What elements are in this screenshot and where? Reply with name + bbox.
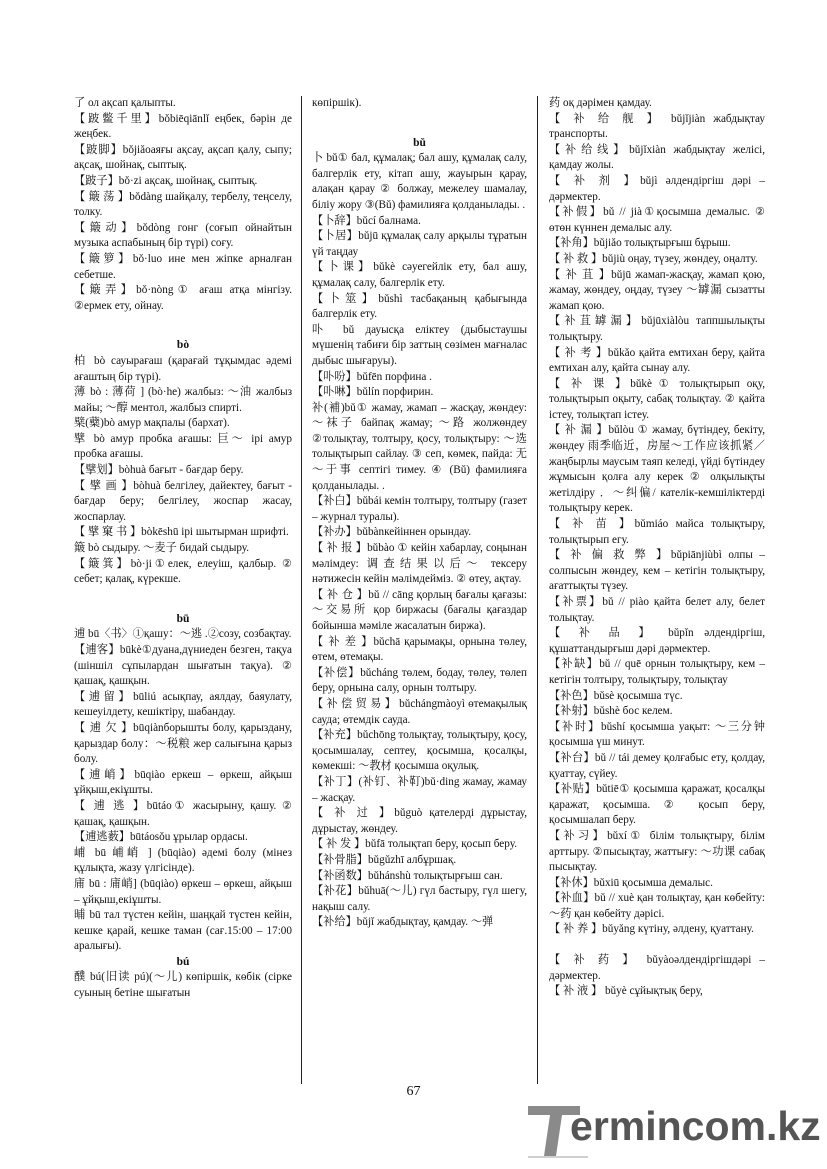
dictionary-entry: 【 补 漏 】bǔlòu ① жамау, бүтіндеу, бекіту, жөндеу 雨季临近，房屋～工作应该抓紧／жаңбырлы маусым таяп келеді, үйді бүтіндеу жұмысын қолға алу керек ② олқылықты жетілдіру ．～纠偏/ кателік-кемшіліктерді толықтыру керек.: [549, 424, 765, 515]
page-number: 67: [406, 1084, 421, 1099]
dictionary-entry: 【补色】bǔsè қосымша түс.: [549, 689, 683, 702]
dictionary-entry: 【卟啉】bǔlín порфирин.: [312, 386, 434, 399]
section-heading: bú: [176, 955, 190, 968]
dictionary-entry: 庯 bū : 庯峭] (būqiào) өркеш – өркеш, айқыш – ұйқыш,екіұшты.: [74, 877, 292, 906]
dictionary-entry: 【补假】bǔ // jià①қосымша демалыс. ② өтөн күннен демалыс алу.: [549, 206, 765, 234]
dictionary-entry: 【逋客】būkè①дуана,дүниеден безген, тақуа (шіншіл сұпылардан шығатын тақуа). ② қашақ, қашқын.: [74, 644, 292, 688]
dictionary-entry: 檗(蘗)bò амур мақпалы (бархат).: [74, 417, 230, 430]
dictionary-entry: 【簸箕】bò·ji①елек, елеуіш, қалбыр. ② себет; қалақ, күрекше.: [74, 557, 292, 586]
dictionary-entry: 【 补 发 】bǔfā толықтап беру, қосып беру.: [312, 838, 517, 851]
dictionary-column-3: [549, 96, 765, 1000]
dictionary-entry: 【 簸 荡 】bǒdàng шайқалу, тербелу, теңселу, толку.: [74, 190, 292, 219]
dictionary-entry: 补(補)bǔ① жамау, жамап – жасқау, жөндеу: ～袜子 байпақ жамау; ～路 жолжөндеу ②толықтау, толтыру, қосу, толықтыру: ～选 толықтырып сайлау. ③ сеп, көмек, пайда: 无～于事 септігі тимеу. ④ (Bǔ) фамилияға қолданылады. .: [312, 401, 527, 492]
column-divider-right: [537, 96, 538, 1084]
spacer: [74, 588, 292, 612]
dictionary-entry: 【补给】bǔjǐ жабдықтау, қамдау. ～弹: [312, 916, 494, 929]
dictionary-entry: 【 逋 欠 】būqiànборышты болу, қарыздану, қарыздар болу：～税粮 жер салығына қарыз болу.: [74, 721, 292, 766]
dictionary-entry: 【簸弄】bǒ·nòng① ағаш атқа мінгізу. ②ермек ету, ойнау.: [74, 284, 292, 312]
dictionary-entry: 【补台】bǔ // tái демеу қолғабыс ету, қолдау, қуаттау, сүйеу.: [549, 751, 765, 780]
dictionary-entry: 药 оқ дәрімен қамдау.: [549, 97, 652, 109]
dictionary-entry: 了 ол ақсап қалыпты.: [74, 97, 176, 109]
dictionary-entry: 簸 bò сыдыру. ～麦子 бидай сыдыру.: [74, 542, 250, 555]
dictionary-entry: 【补偿】bǔcháng төлем, бодау, төлеу, төлеп беру, орнына салу, орнын толтыру.: [312, 666, 527, 695]
dictionary-entry: 【 补 药 】 bǔyàoәлдендіргішдәрі – дәрмектер.: [549, 954, 765, 982]
dictionary-entry: 【补票】bǔ // piào қайта белет алу, белет толықтау.: [549, 596, 765, 624]
dictionary-entry: 【补花】bǔhuā(～儿) гүл бастыру, гүл шегу, нақыш салу.: [312, 885, 527, 913]
dictionary-entry: 【补角】bǔjiǎo толықтырғыш бұрыш.: [549, 237, 731, 250]
dictionary-entry: 【补血】bǔ // xuè қан толықтау, қан көбейту: ～药 қан көбейту дәрісі.: [549, 892, 765, 920]
dictionary-entry: 【跛鳖千里】bǒbiēqiānlǐ еңбек, бәрін де жеңбек.: [74, 112, 292, 141]
dictionary-entry: 【补贴】bǔtiē① қосымша қаражат, қосалқы қаражат, қосымша. ② қосып беру, қосымшалап беру.: [549, 783, 765, 827]
spacer: [74, 314, 292, 338]
column-divider-left: [301, 96, 302, 1084]
section-heading: bò: [176, 339, 190, 352]
dictionary-entry: 【卜居】bǔjū құмалақ салу арқылы тұратын үй таңдау: [312, 230, 527, 258]
dictionary-entry: 峬 bū 峬峭 ] (būqiào) әдемі болу (мінез құлықта, жазу үлгісінде).: [74, 846, 292, 875]
dictionary-entry: 【逋峭】būqiào еркеш – өркеш, айқыш ұйқыш,екіұшты.: [74, 768, 292, 797]
spacer: [549, 938, 765, 953]
dictionary-entry: 【补习】bǔxí① білім толықтыру, білім арттыру. ②пысықтау, жаттығу: ～功课 сабақ пысықтау.: [549, 829, 765, 874]
dictionary-entry: 柏 bò сауырағаш (қарағай тұқымдас әдемі ағаштың бір түрі).: [74, 354, 292, 383]
dictionary-entry: 【 补 给 舰 】 bǔjǐjiàn жабдықтау транспорты.: [549, 112, 765, 141]
dictionary-entry: 【 补 苗 】bǔmiáo майса толықтыру, толықтырып егу.: [549, 518, 765, 546]
logo-text[interactable]: ermincom.kz: [570, 1103, 821, 1149]
dictionary-entry: 【 补 报 】bǔbào ① кейін хабарлау, соңынан мәлімдеу: 调查结果以后～ тексеру нәтижесін кейін мәлімдейміз. ② өтеу, ақтау.: [312, 542, 527, 586]
dictionary-entry: 【 补 偿 贸 易 】 bǔchángmàoyì өтемақылық сауда; өтемдік сауда.: [312, 697, 527, 726]
dictionary-entry: 【补充】bǔchōng толықтау, толықтыру, қосу, қосымшалау, септеу, қосымша, қосалқы, көмекші: ～教材 қосымша оқулық.: [312, 729, 527, 773]
dictionary-entry: 【 补 苴 】bǔjū жамап-жасқау, жамап қою, жамау, жөндеу, оңдау, түзеу ～罅漏 сызатты жамап қою.: [549, 268, 765, 312]
dictionary-entry: 【补缺】bǔ // quē орнын толықтыру, кем – кетігін толтыру, толықтыру, толықтау: [549, 658, 765, 686]
dictionary-entry: 【卜筮】bǔshì тасбақаның қабығында балгерлік ету.: [312, 292, 527, 321]
dictionary-entry: 【 补 过 】bǔguò қателерді дұрыстау, дұрыстау, жөндеу.: [312, 807, 527, 835]
dictionary-entry: 【补白】bǔbái кемін толтыру, толтыру (газет – журнал туралы).: [312, 495, 527, 523]
dictionary-entry: 【 补 养 】bǔyǎng күтіну, әлдену, қуаттану.: [549, 923, 754, 936]
dictionary-entry: 晡 bū тал түстен кейін, шаңқай түстен кейін, кешке қарай, кешке таман (сағ.15:00 – 17:00 аралығы).: [74, 909, 292, 953]
dictionary-entry: 逋 bū〈书〉①қашу：～逃 .②созу, созбақтау.: [74, 628, 292, 641]
dictionary-entry: 醭 bú(旧读 pú)(～儿) көпіршік, көбік (сірке суының бетіне шығатын: [74, 971, 292, 1000]
dictionary-entry: 【卟吩】bǔfēn порфина .: [312, 370, 432, 383]
dictionary-entry: 【补函数】bǔhánshù толықтырғыш сан.: [312, 869, 503, 882]
dictionary-entry: 【 补 差 】bǔchā қарымақы, орнына төлеу, өтем, өтемақы.: [312, 635, 527, 664]
dictionary-entry: 卜 bǔ① бал, құмалақ; бал ашу, құмалақ салу, балгерлік ету, кітап ашу, жауырын қарау, алақан қарау ② болжау, межелеу шамалау, біліу жору ③(Bǔ) фамилияға қолданылады. .: [312, 152, 527, 211]
dictionary-column-2: [312, 96, 527, 931]
section-heading: bū: [176, 612, 190, 625]
dictionary-entry: 【 擘 窠 书 】bòkēshū ірі шытырман шрифті.: [74, 526, 289, 539]
dictionary-entry: 【卜辞】bǔcí балнама.: [312, 214, 421, 227]
section-heading: bǔ: [413, 136, 426, 149]
dictionary-entry: 【 补 品 】 bǔpǐn әлдендіргіш, құшаттандырғыш дәрі дәрмектер.: [549, 627, 765, 655]
dictionary-entry: 【 补 课 】bǔkè ① толықтырып оқу, толықтырып оқыту, сабақ толықтау. ② қайта істеу, толықтап істеу.: [549, 377, 765, 421]
dictionary-entry: 【补苴罅漏】bǔjūxiàlòu таппшылықты толықтыру.: [549, 315, 765, 343]
dictionary-entry: 【 逋 逃 】būtáo① жасырыну, қашу. ② қашақ, қашқын.: [74, 799, 292, 828]
dictionary-entry: 【逋逃薮】būtáosǒu ұрылар ордасы.: [74, 831, 248, 844]
dictionary-entry: 【卜课】bǔkè сәуегейлік ету, бал ашу, құмалақ салу, балгерлік ету.: [312, 261, 527, 289]
dictionary-entry: 【 补 偏 救 弊 】bǔpiānjiùbì олпы – солпысын жөндеу, кем – кетігін толықтыру, ағаттықты түзеу.: [549, 549, 765, 593]
dictionary-entry: 【补骨脂】bǔgǔzhī албұршақ.: [312, 853, 457, 866]
dictionary-entry: 【补丁】(补钉、补靪)bǔ·ding жамау, жамау – жасқау.: [312, 775, 527, 804]
dictionary-entry: 【补时】bǔshí қосымша уақыт: ～三分钟 қосымша үш минут.: [549, 720, 765, 749]
dictionary-entry: 【跛子】bǒ·zi ақсақ, шойнақ, сыптық.: [74, 174, 258, 187]
dictionary-entry: 【跛脚】bǒjiǎoаяғы ақсау, ақсап қалу, сыпу; ақсақ, шойнақ, сыптық.: [74, 143, 292, 172]
dictionary-entry: 【 补 仓 】bǔ // cāng қорлың бағалы қағазы: ～交易所 қор биржасы (бағалы қағаздар бойынша мәміле жасалатын биржа).: [312, 588, 527, 632]
dictionary-entry: 【补给线】bǔjǐxiàn жабдықтау желісі, қамдау жолы.: [549, 143, 765, 172]
dictionary-entry: 【补射】bǔshè бос келем.: [549, 705, 673, 718]
dictionary-entry: 【补休】bǔxiū қосымша демалыс.: [549, 876, 713, 889]
dictionary-entry: 擘 bò амур пробка ағашы: 巨～ ірі амур пробка ағашы.: [74, 432, 292, 461]
dictionary-entry: 【 补 剂 】bǔjì әлдендіргіш дәрі – дәрмектер.: [549, 174, 765, 203]
dictionary-entry: 【逋留】būliú асықпау, аялдау, баяулату, кешеуілдету, кешіктіру, шабандау.: [74, 690, 292, 719]
dictionary-entry: 【补办】bǔbànкейіннен орындау.: [312, 526, 472, 539]
dictionary-entry: 【簸动】bǒdòng гонг (соғып ойнайтын музыка аспабының бір түрі) соғу.: [74, 221, 292, 250]
dictionary-entry: 【簸箩】bǒ·luo ине мен жіпке арналған себетше.: [74, 252, 292, 281]
dictionary-column-1: [74, 96, 292, 1002]
dictionary-entry: 【 补 考 】bǔkǎo қайта емтихан беру, қайта емтихан алу, қайта сынау алу.: [549, 346, 765, 375]
dictionary-entry: 【 补 液 】 bǔyè сұйықтық беру,: [549, 985, 703, 998]
dictionary-entry: 【 补 救 】bǔjiù оңау, түзеу, жөндеу, оңалту.: [549, 252, 758, 265]
spacer: [312, 112, 527, 136]
dictionary-entry: 卟 bǔ дауысқа еліктеу (дыбыстаушы мүшенің табиғи бір заттың сөзімен мағналас дыбыс шығаруы).: [312, 323, 527, 367]
dictionary-entry: көпіршік).: [312, 97, 362, 109]
dictionary-entry: 【 擘 画 】bòhuà белгілеу, дайектеу, бағыт - бағдар беру; белгілеу, жоспар жасау, жоспарлау.: [74, 479, 292, 523]
dictionary-entry: 薄 bò : 薄荷 ] (bò·he) жалбыз: ～油 жалбыз майы; ～醇 ментол, жалбыз спирті.: [74, 386, 292, 414]
dictionary-entry: 【擘划】bòhuà бағыт - бағдар беру.: [74, 464, 244, 477]
